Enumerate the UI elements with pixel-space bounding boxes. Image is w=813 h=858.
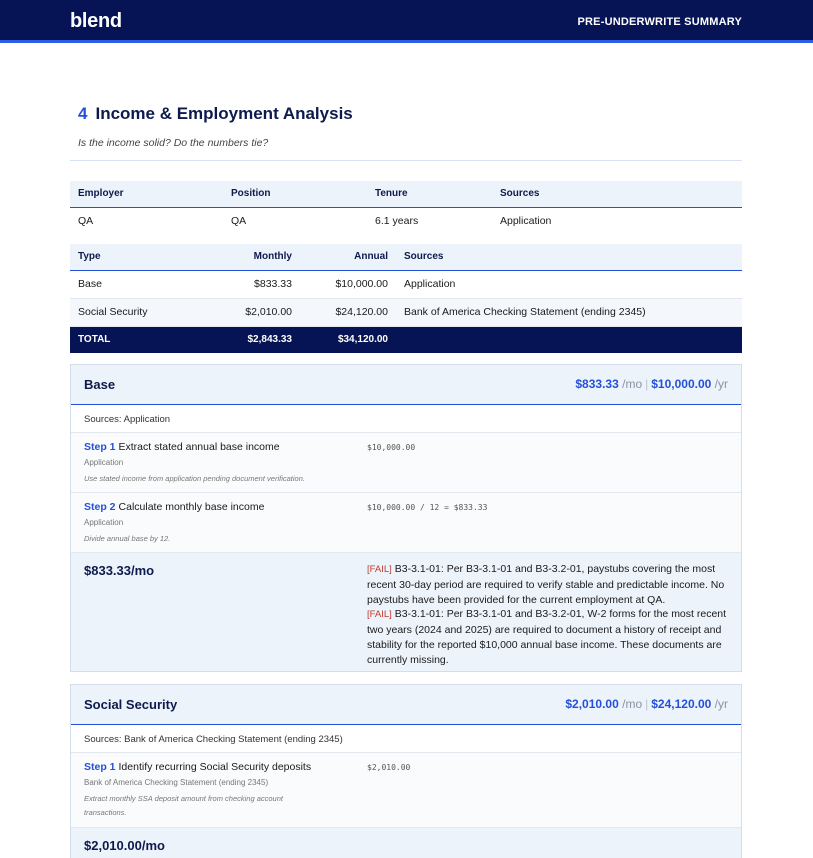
section-number: 4 xyxy=(78,104,88,123)
column-header: Tenure xyxy=(367,181,492,207)
income-card-social-security xyxy=(70,684,742,858)
finding-text: B3-3.1-01: Per B3-3.1-01 and B3-3.2-01, W-2 forms for the most recent two years (2024 and 2025) are required to document a history of receipt and stability for the reported $10,000 annual base income. These documents are currently missing. xyxy=(367,608,727,666)
monthly-unit: /mo xyxy=(622,377,643,391)
table-cell: $833.33 xyxy=(200,270,300,298)
card-header xyxy=(71,685,741,725)
step-note: Extract monthly SSA deposit amount from checking account transactions. xyxy=(84,794,283,817)
card-sources: Sources: Bank of America Checking Statement (ending 2345) xyxy=(71,725,741,753)
step-source: Bank of America Checking Statement (ending 2345) xyxy=(84,778,269,787)
step-number: Step 1 xyxy=(84,761,116,773)
section-heading xyxy=(78,104,353,124)
table-cell: Base xyxy=(70,270,200,298)
table-cell: QA xyxy=(231,215,247,228)
step-calculation: $2,010.00 xyxy=(367,763,411,772)
annual-unit: /yr xyxy=(714,697,728,711)
separator: | xyxy=(645,697,649,711)
monthly-amount: $833.33 xyxy=(575,377,619,391)
table-cell: Application xyxy=(500,215,552,228)
step-note: Use stated income from application pending document verification. xyxy=(84,474,305,483)
table-cell: Application xyxy=(396,270,742,298)
separator: | xyxy=(645,377,649,391)
income-card-base xyxy=(70,364,742,672)
total-annual: $34,120.00 xyxy=(300,326,396,353)
total-monthly: $2,843.33 xyxy=(200,326,300,353)
card-title: Social Security xyxy=(84,697,178,712)
card-header xyxy=(71,365,741,405)
fail-badge: [FAIL] xyxy=(367,564,392,575)
column-header: Sources xyxy=(396,244,742,270)
calculation-step xyxy=(71,753,741,828)
result-row xyxy=(71,828,741,858)
table-cell: 6.1 years xyxy=(375,215,419,228)
column-header: Type xyxy=(70,244,200,270)
document-title: PRE-UNDERWRITE SUMMARY xyxy=(577,16,742,28)
column-header: Annual xyxy=(300,244,396,270)
finding-item xyxy=(367,562,731,607)
calculation-step xyxy=(71,493,741,553)
table-cell: $2,010.00 xyxy=(200,298,300,326)
table-cell: QA xyxy=(78,215,94,228)
column-header: Employer xyxy=(70,181,223,207)
step-title: Identify recurring Social Security deposits xyxy=(118,761,312,773)
fail-badge: [FAIL] xyxy=(367,609,392,621)
table-cell: $10,000.00 xyxy=(300,270,396,298)
step-title: Extract stated annual base income xyxy=(118,441,280,453)
table-cell: $24,120.00 xyxy=(300,298,396,326)
findings-list xyxy=(367,562,731,668)
total-label: TOTAL xyxy=(70,326,200,353)
card-sources: Sources: Application xyxy=(71,405,741,433)
step-source: Application xyxy=(84,458,124,467)
step-source: Application xyxy=(84,518,124,527)
result-row xyxy=(71,553,741,671)
table-row xyxy=(70,270,742,298)
table-row xyxy=(70,207,742,235)
total-sources xyxy=(396,326,742,353)
monthly-amount: $2,010.00 xyxy=(565,697,619,711)
top-bar xyxy=(0,0,813,43)
step-number: Step 1 xyxy=(84,441,116,453)
finding-item xyxy=(367,607,731,667)
calculation-step xyxy=(71,433,741,493)
monthly-unit: /mo xyxy=(622,697,643,711)
annual-unit: /yr xyxy=(714,377,728,391)
table-cell: Social Security xyxy=(70,298,200,326)
total-row xyxy=(70,326,742,353)
step-calculation: $10,000.00 xyxy=(367,443,416,452)
result-amount: $833.33/mo xyxy=(84,563,155,578)
section-subtitle: Is the income solid? Do the numbers tie? xyxy=(78,137,269,149)
step-title: Calculate monthly base income xyxy=(118,501,265,513)
table-header-row xyxy=(70,244,742,270)
column-header: Monthly xyxy=(200,244,300,270)
table-header-row xyxy=(70,181,742,207)
card-title: Base xyxy=(84,377,116,392)
column-header: Position xyxy=(223,181,367,207)
step-note: Divide annual base by 12. xyxy=(84,534,171,543)
finding-text: B3-3.1-01: Per B3-3.1-01 and B3-3.2-01, paystubs covering the most recent 30-day period are required to verify stable and predictable income. No paystubs have been provided for the current employment at QA. xyxy=(367,563,725,606)
step-calculation: $10,000.00 / 12 = $833.33 xyxy=(367,503,488,512)
table-cell: Bank of America Checking Statement (ending 2345) xyxy=(396,298,742,326)
table-row xyxy=(70,298,742,326)
blend-logo: blend xyxy=(70,10,122,32)
step-number: Step 2 xyxy=(84,501,116,513)
card-totals xyxy=(575,377,728,391)
section-title: Income & Employment Analysis xyxy=(95,104,353,123)
employment-table xyxy=(70,181,742,235)
income-table xyxy=(70,244,742,353)
column-header: Sources xyxy=(492,181,742,207)
result-amount: $2,010.00/mo xyxy=(84,838,165,853)
card-totals xyxy=(565,697,728,711)
annual-amount: $24,120.00 xyxy=(651,697,712,711)
annual-amount: $10,000.00 xyxy=(651,377,712,391)
section-divider xyxy=(70,160,742,161)
